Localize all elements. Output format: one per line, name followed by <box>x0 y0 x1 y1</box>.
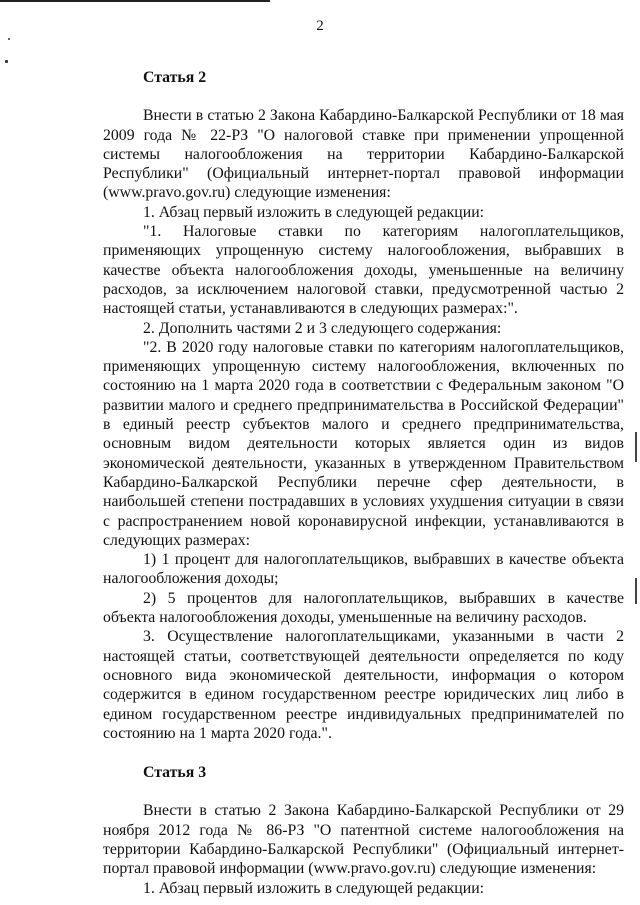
scan-edge-mark <box>635 578 637 604</box>
article-2-rate-2: 2) 5 процентов для налогоплательщиков, выбравших в качестве объекта налогообложения доходы, уменьшенные на величину расходов. <box>103 589 624 627</box>
article-2-item-1-text: "1. Налоговые ставки по категориям налогоплательщиков, применяющих упрощенную систему налогообложения, выбравших в качестве объекта налогообложения доходы, уменьшенные на величину расходов, за исключением налоговой ставки, предусмотренной частью 2 настоящей статьи, устанавливаются в следующих размерах:". <box>103 223 624 318</box>
document-body <box>103 68 624 898</box>
scan-border-line <box>0 0 270 2</box>
article-3-item-1: 1. Абзац первый изложить в следующей редакции: <box>143 879 485 897</box>
page-number: 2 <box>316 18 324 34</box>
article-2-part-2-text: "2. В 2020 году налоговые ставки по категориям налогоплательщиков, применяющих упрощенную систему налогообложения, включенных по состоянию на 1 марта 2020 года в соответствии с Федеральным законом "О развитии малого и среднего предпринимательства в Российской Федерации" в единый реестр субъектов малого и среднего предпринимательства, основным видом деятельности которых является один из видов экономической деятельности, указанных в утвержденном Правительством Кабардино-Балкарской Республики перечне сфер деятельности, в наибольшей степени пострадавших в условиях ухудшения ситуации в связи с распространением новой коронавирусной инфекции, устанавливаются в следующих размерах: <box>103 338 624 549</box>
article-2-heading: Статья 2 <box>143 69 207 86</box>
section-gap <box>103 743 624 763</box>
article-2-part-3-text: 3. Осуществление налогоплательщиками, указанными в части 2 настоящей статьи, соответствующей деятельности определяется по коду основного вида экономической деятельности, информация о котором содержится в едином государственном реестре юридических лиц либо в едином государственном реестре индивидуальных предпринимателей по состоянию на 1 марта 2020 года.". <box>103 628 624 742</box>
article-3-intro: Внести в статью 2 Закона Кабардино-Балкарской Республики от 29 ноября 2012 года № 86-РЗ "О патентной системе налогообложения на территории Кабардино-Балкарской Республики" (Официальный интернет-портал правовой информации (www.pravo.gov.ru) следующие изменения: <box>103 802 624 878</box>
scan-edge-mark <box>635 432 637 462</box>
article-2-rate-1: 1) 1 процент для налогоплательщиков, выбравших в качестве объекта налогообложения доходы; <box>103 551 624 588</box>
article-2-intro: Внести в статью 2 Закона Кабардино-Балкарской Республики от 18 мая 2009 года № 22-РЗ "О налоговой ставке при применении упрощенной системы налогообложения на территории Кабардино-Балкарской Республики" (Официальный интернет-портал правовой информации (www.pravo.gov.ru) следующие изменения: <box>103 107 624 202</box>
scan-speck <box>8 38 10 40</box>
article-2-item-1: 1. Абзац первый изложить в следующей редакции: <box>143 203 485 221</box>
article-3-heading: Статья 3 <box>143 764 207 782</box>
scan-speck <box>5 60 8 63</box>
article-2-item-2: 2. Дополнить частями 2 и 3 следующего содержания: <box>143 319 502 337</box>
